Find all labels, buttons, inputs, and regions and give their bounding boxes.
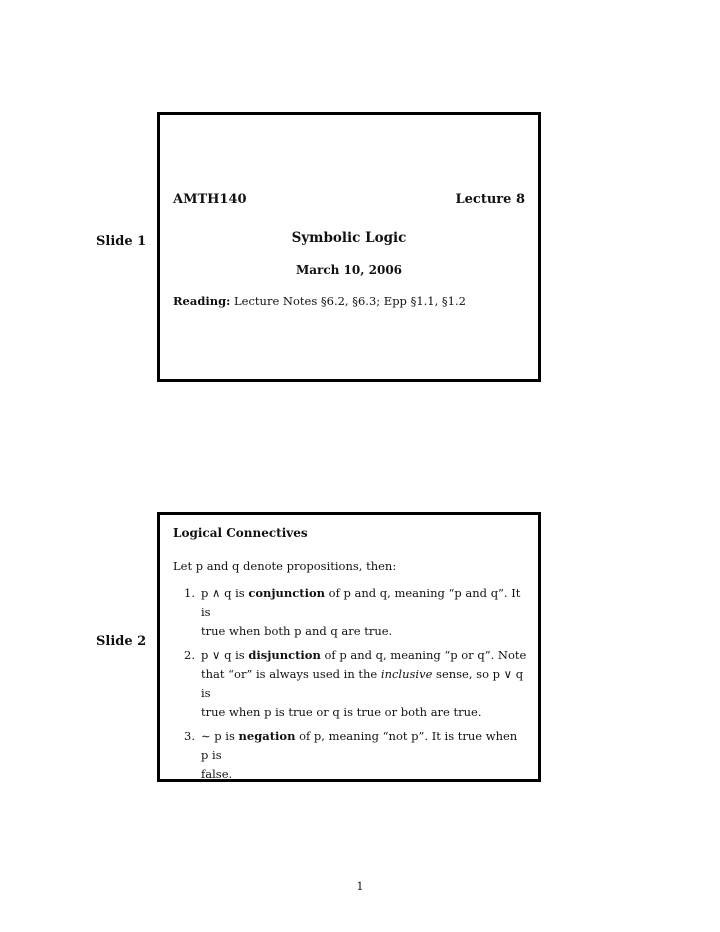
item-text-part: true when p is true or q is true or both are true. [201,705,482,719]
item-text-part: of p and q, meaning “p and q”. It is [201,586,521,619]
list-item [173,646,528,722]
list-item-number: 1. [184,586,195,600]
course-code: AMTH140 [173,192,247,207]
item-text-part: of p and q, meaning “p or q”. Note [320,648,527,662]
emphasis-inclusive: inclusive [380,667,433,681]
term-negation: negation [238,729,296,743]
item-text-part: true when both p and q are true. [201,624,393,638]
slide-2-intro: Let p and q denote propositions, then: [173,559,397,573]
item-text-part: ∼ p is [201,729,239,743]
term-disjunction: disjunction [248,648,321,662]
list-item [173,727,528,784]
term-conjunction: conjunction [248,586,325,600]
item-text-part: that “or” is always used in the [201,667,381,681]
slide-2 [157,512,541,782]
list-item-text [201,646,528,722]
item-text-part: p ∨ q is [201,648,249,662]
lecture-date: March 10, 2006 [295,263,403,277]
slide-2-label: Slide 2 [96,634,147,649]
slide-1-header [173,192,525,207]
list-item-number: 3. [184,729,195,743]
slide-1-label: Slide 1 [96,234,147,249]
item-text-part: of p, meaning “not p”. It is true when p is [201,729,518,762]
slide-1-title: Symbolic Logic [291,230,407,246]
lecture-number: Lecture 8 [455,192,525,207]
item-text-part: false. [201,767,233,781]
item-text-part: p ∧ q is [201,586,249,600]
reading-line [173,294,530,308]
list-item [173,584,528,641]
list-item-number: 2. [184,648,195,662]
slide-2-heading: Logical Connectives [173,526,308,540]
page-number: 1 [356,880,364,893]
slide-1 [157,112,541,382]
reading-label: Reading: [173,294,231,308]
list-item-text [201,727,528,784]
list-item-text [201,584,528,641]
item-text-part: sense, so p ∨ q is [201,667,524,700]
reading-text: Lecture Notes §6.2, §6.3; Epp §1.1, §1.2 [234,294,466,308]
connectives-list [173,584,528,789]
